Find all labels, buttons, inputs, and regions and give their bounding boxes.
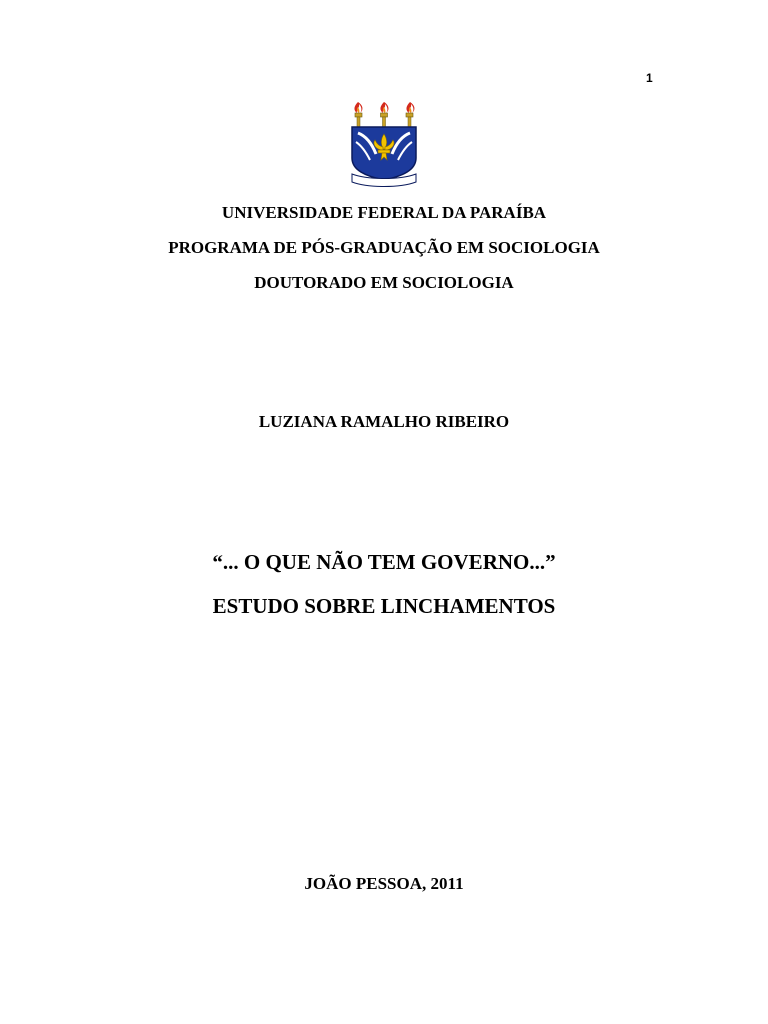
- torch-icon: [380, 102, 388, 127]
- university-name: UNIVERSIDADE FEDERAL DA PARAÍBA: [221, 203, 547, 222]
- thesis-subtitle: ESTUDO SOBRE LINCHAMENTOS: [212, 594, 556, 618]
- torch-icon: [354, 102, 362, 127]
- thesis-title: “... O QUE NÃO TEM GOVERNO...”: [212, 550, 556, 574]
- place-and-year: JOÃO PESSOA, 2011: [304, 874, 464, 893]
- degree-name: DOUTORADO EM SOCIOLOGIA: [254, 273, 514, 292]
- program-name: PROGRAMA DE PÓS-GRADUAÇÃO EM SOCIOLOGIA: [168, 238, 600, 257]
- author-name: LUZIANA RAMALHO RIBEIRO: [258, 412, 510, 431]
- university-crest-logo: [348, 100, 420, 190]
- page-number: 1: [646, 71, 653, 85]
- torch-icon: [406, 102, 414, 127]
